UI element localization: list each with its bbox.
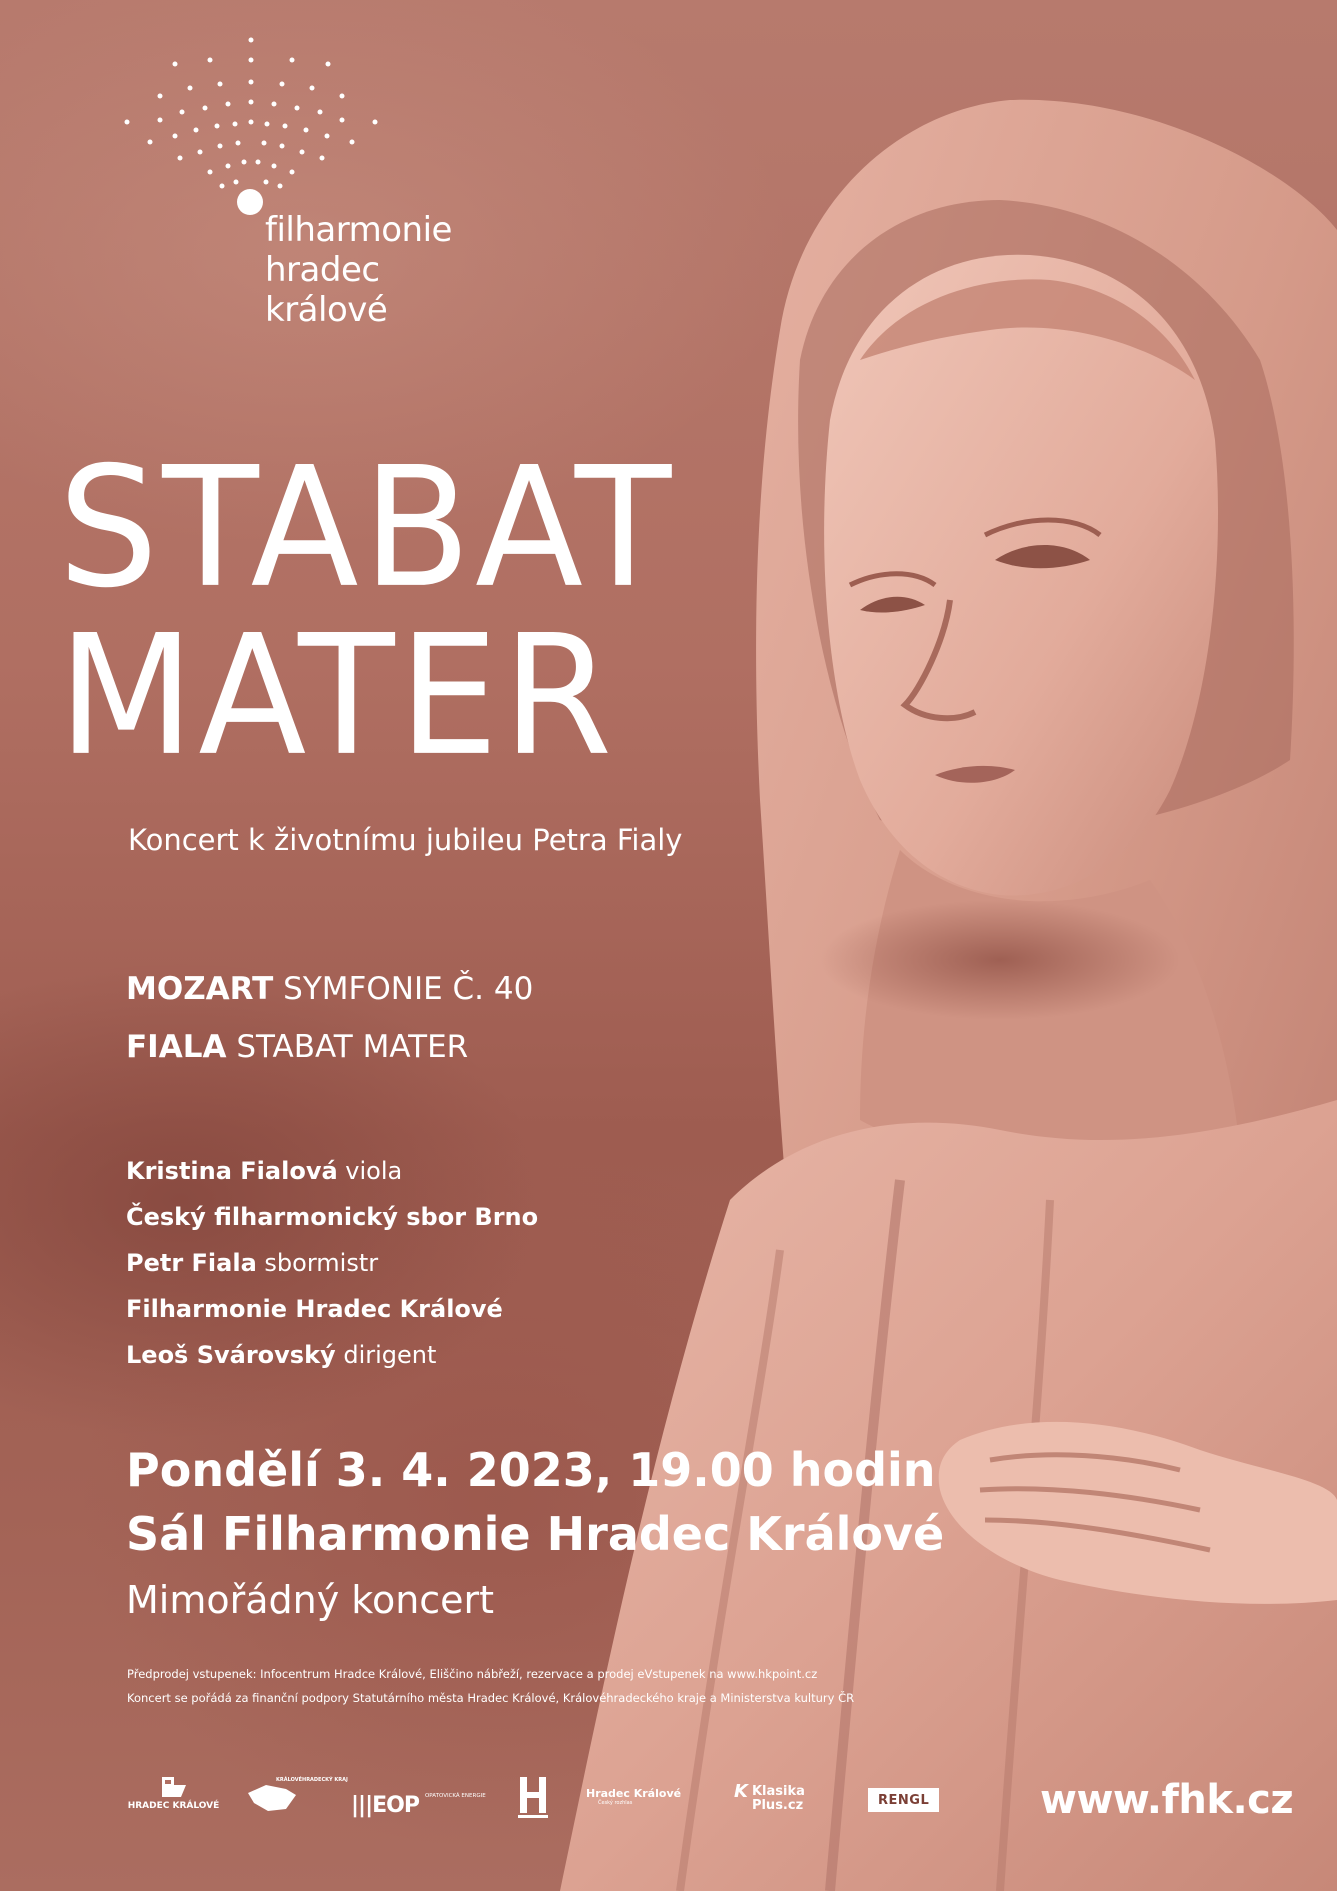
program-item [126,1018,533,1076]
klasika-plus-logo [734,1781,805,1813]
dot-fountain-icon [120,30,400,230]
performer-item [126,1240,538,1286]
performer-name: Kristina Fialová [126,1157,338,1185]
sponsor-logos [126,1775,956,1835]
logo-line-2: hradec [265,250,380,290]
hradec-kralove-logo [126,1775,221,1811]
cro-small-label: Český rozhlas [598,1800,633,1806]
eop-logo [351,1793,486,1818]
performer-role: viola [345,1157,403,1185]
event-date: Pondělí 3. 4. 2023, 19.00 hodin [126,1443,936,1497]
filharmonie-logo [120,30,480,350]
performer-item [126,1332,538,1378]
performer-item [126,1286,538,1332]
performer-item [126,1194,538,1240]
logo-wordmark [265,210,452,330]
work-title: SYMFONIE Č. 40 [283,971,534,1007]
fine-print-line-2: Koncert se pořádá za finanční podpory Statutárního města Hradec Králové, Královéhradeckého kraje a Ministerstva kultury ČR [127,1691,855,1705]
kraj-label: KRÁLOVÉHRADECKÝ KRAJ [276,1777,348,1783]
eop-label: EOP [372,1793,419,1818]
kralovehradecky-kraj-logo [246,1775,348,1819]
program-list [126,960,533,1076]
cro-label: Hradec Králové [586,1787,682,1800]
poster-subtitle: Koncert k životnímu jubileu Petra Fialy [128,823,683,857]
performer-role: dirigent [343,1341,437,1369]
klasika-line-1: Klasika [751,1784,805,1799]
klasika-text [752,1785,805,1813]
hradec-kralove-label: HRADEC KRÁLOVÉ [127,1801,220,1811]
eop-mark: ||| [351,1793,373,1818]
eop-small-label: OPATOVICKÁ ENERGIE [424,1793,486,1799]
rengl-logo: RENGL [868,1788,939,1812]
event-note: Mimořádný koncert [126,1578,495,1622]
composer-name: FIALA [126,1029,227,1065]
title-line-1: STABAT [58,431,676,625]
performers-list [126,1148,538,1378]
logo-line-3: králové [265,290,388,330]
h-mark-icon [516,1775,550,1821]
performer-name: Leoš Svárovský [126,1341,336,1369]
fine-print [127,1662,854,1710]
cro-hradec-kralove-logo [586,1787,681,1806]
performer-role: sbormistr [264,1249,379,1277]
work-title: STABAT MATER [236,1029,469,1065]
website-url[interactable]: www.fhk.cz [1040,1777,1294,1823]
performer-item [126,1148,538,1194]
performer-name: Filharmonie Hradec Králové [126,1295,503,1323]
title-line-2: MATER [58,599,617,793]
event-venue: Sál Filharmonie Hradec Králové [126,1507,945,1561]
city-crest-icon [159,1775,189,1799]
logo-line-1: filharmonie [265,210,452,250]
fine-print-line-1: Předprodej vstupenek: Infocentrum Hradce Králové, Eliščino nábřeží, rezervace a prodej eVstupenek na www.hkpoint.cz [127,1667,818,1681]
performer-name: Petr Fiala [126,1249,257,1277]
klasika-line-2: Plus.cz [751,1798,804,1813]
performer-name: Český filharmonický sbor Brno [126,1203,539,1231]
klasika-mark: K [734,1781,748,1802]
h-logo [516,1775,550,1825]
poster-title [58,431,676,793]
program-item [126,960,533,1018]
composer-name: MOZART [126,971,274,1007]
